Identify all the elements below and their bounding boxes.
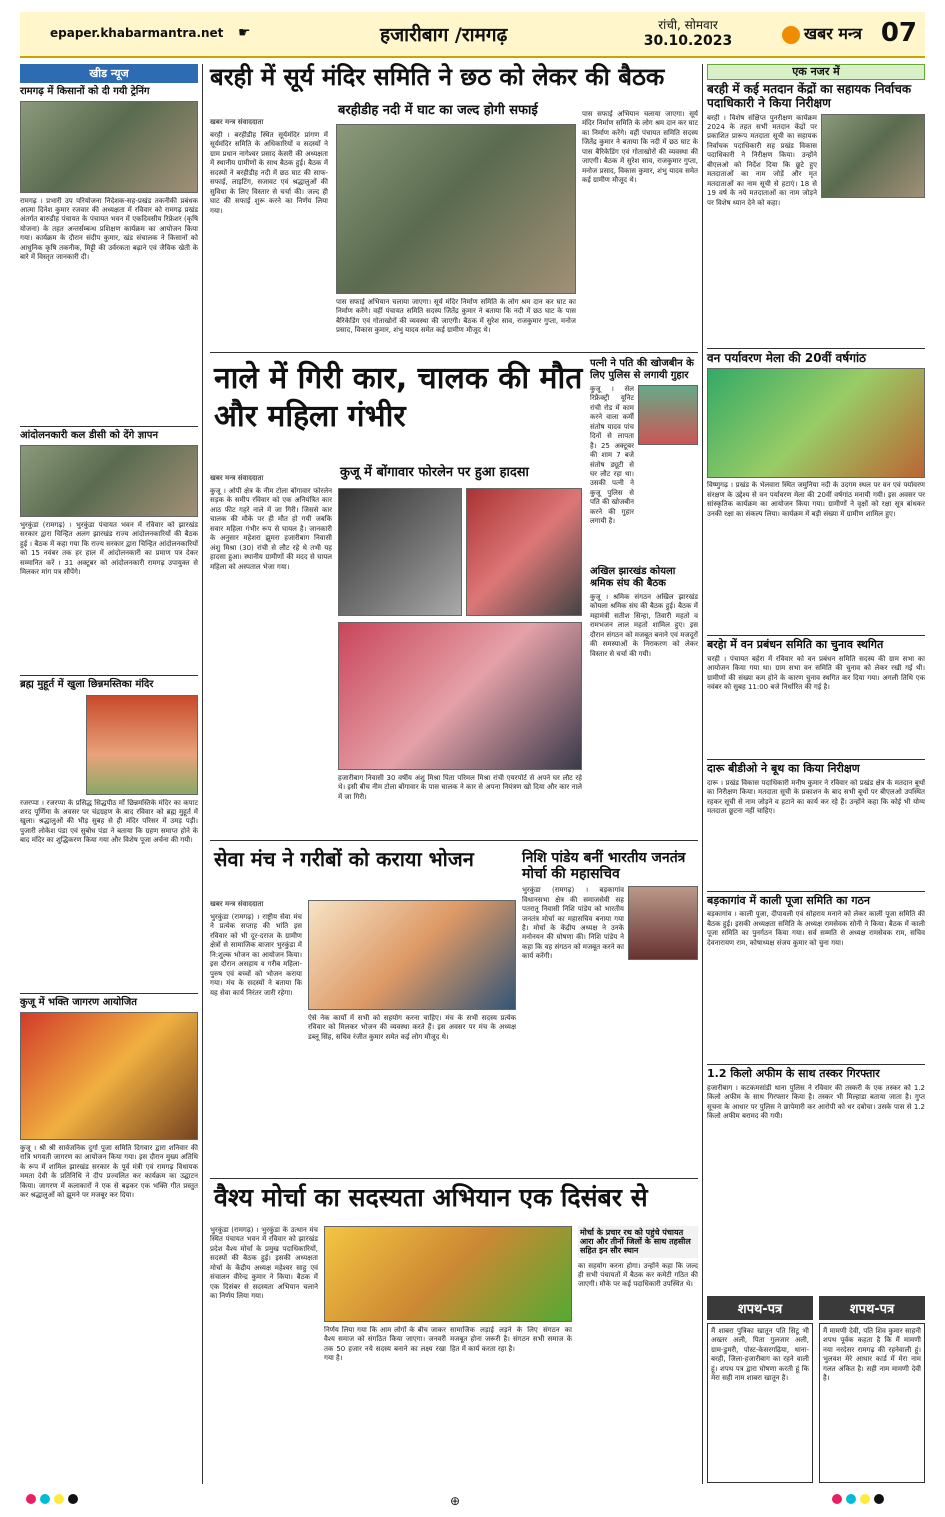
byline: खबर मन्त्र संवाददाता [210, 118, 264, 126]
vaishya-headline-box [214, 1184, 698, 1213]
jagran-photo [20, 1012, 198, 1140]
story-body: कुजू । सेल रिफ्रैक्ट्री यूनिट रांची रोड में काम करने वाला कर्मी संतोष यादव पांच दिनों से लापता है। 25 अक्टूबर की शाम 7 बजे संतोष ड्यूटी से घर लौट रहा था। उसकी पत्नी ने कुजू पुलिस से पति की खोजबीन करने की गुहार लगायी है। [590, 385, 634, 525]
accident-headline: नाले में गिरी कार, चालक की मौत और महिला गंभीर [214, 361, 583, 434]
magenta-dot-icon [26, 1494, 36, 1504]
story-body: बरही । विशेष संक्षिप्त पुनरीक्षण कार्यक्रम 2024 के तहत सभी मतदान केंद्रों पर प्रकाशित प्रारूप मतदाता सूची का सहायक निर्वाचक पदाधिकारी सह प्रखंड विकास पदाधिकारी ने निरीक्षण किया। उन्होंने बीएलओ को निर्देश दिया कि छूटे हुए मतदाताओं का नाम जोड़ें और मृत मतदाताओं का नाम सूची से हटाएं। 18 से 19 वर्ष के नये मतदाताओं का नाम जोड़ने पर विशेष ध्यान देने को कहा। [707, 113, 817, 207]
bhojan-text-col [210, 900, 302, 1183]
pointer-hand-icon: ☛ [238, 25, 251, 41]
column-rule [702, 64, 703, 1484]
section-rule [210, 840, 698, 841]
photo-caption: मोर्चा के प्रचार रथ को पहुंचे पंचायत आरा और तीनों जिलों के साथ तहसील सहित इन सौर स्थान [578, 1226, 698, 1258]
farmer-training-photo [20, 101, 198, 193]
black-dot-icon [68, 1494, 78, 1504]
left-column [20, 64, 198, 1384]
story-body: पास सफाई अभियान चलाया जाएगा। सूर्य मंदिर निर्माण समिति के लोग श्रम दान कर घाट का निर्माण करेंगे। वहीं पंचायत समिति सदस्य जितेंद्र कुमार ने बताया कि नदी में छठ घाट के पास बैरिकेडिंग एवं गोताखोरों की व्यवस्था की जाएगी। बैठक में सुरेश साव, राजकुमार गुप्ता, मनोज प्रसाद, विकास कुमार, शंभु यादव समेत कई ग्रामीण मौजूद थे। [582, 110, 698, 185]
edition-date-block [638, 16, 738, 49]
story-headline: आंदोलनकारी कल डीसी को देंगे ज्ञापन [20, 426, 198, 442]
story-headline: 1.2 किलो अफीम के साथ तस्कर गिरफ्तार [707, 1064, 925, 1081]
vaishya-headline: वैश्य मोर्चा का सदस्यता अभियान एक दिसंबर से [214, 1183, 648, 1212]
affidavit-title: शपथ-पत्र [707, 1296, 813, 1320]
masthead [20, 12, 925, 58]
story-body: भुरकुंडा (रामगढ़) । बड़कागांव विधानसभा क्षेत्र की समाजसेवी सह पतरातू निवासी निशि पांडेय को भारतीय जनतंत्र मोर्चा का महासचिव बनाया गया है। मोर्चा के केंद्रीय अध्यक्ष ने उनके मनोनयन की घोषणा की। निशि पांडेय ने कहा कि वह संगठन को मजबूत करने का कार्य करेंगी। [522, 886, 624, 961]
lead-text-col [210, 118, 328, 361]
injured-driver-photo [466, 488, 582, 616]
brand-logo [782, 22, 862, 44]
section-tag: एक नजर में [707, 64, 925, 80]
vaishya-meeting-photo [324, 1226, 572, 1322]
missing-story [590, 358, 698, 525]
story-body: कुजू । श्री श्री सार्वजनिक दुर्गा पूजा समिति दिगवार द्वारा शनिवार की रात्रि भगवती जागरण का आयोजन किया गया। इस दौरान मुख्य अतिथि के रूप में शामिल झारखंड सरकार के पूर्व मंत्री एवं रामगढ़ विधायक ममता देवी के प्रतिनिधि ने दीप प्रज्वलित कर कार्यक्रम का उद्घाटन किया। जागरण में कलाकारों ने एक से बढ़कर एक भक्ति गीत प्रस्तुत कर श्रद्धालुओं को झूमने पर मजबूर कर दिया। [20, 1144, 198, 1200]
affidavit-text: मैं मामणी देवी, पति शिव कुमार साहनी शपथ पूर्वक कहता है कि मैं मामणी नया नरदेसर रामगढ़ की रहनेवाली हूं। भुलवश मेरे आधार कार्ड में मेरा नाम गलत अंकित है। सही नाम मामणी देवी है। [819, 1323, 925, 1483]
story-body: का सहयोग करना होगा। उन्होंने कहा कि जल्द ही सभी पंचायतों में बैठक कर कमेटी गठित की जाएगी। मौके पर कई पदाधिकारी उपस्थित थे। [578, 1261, 698, 1289]
story-body: ऐसे नेक कार्यों में सभी को सहयोग करना चाहिए। मंच के सभी सदस्य प्रत्येक रविवार को मिलकर भोजन की व्यवस्था करते हैं। इस अवसर पर मंच के अध्यक्ष डब्लू सिंह, सचिव रंजीत कुमार समेत कई लोग मौजूद थे। [308, 1014, 516, 1041]
story-body: बरही । बरहीडीह स्थित सूर्यमंदिर प्रांगण में सूर्यमंदिर समिति के अधिकारियों व सदस्यों ने ग्राम प्रधान नागेश्वर प्रसाद केसरी की अध्यक्षता में स्थानीय ग्रामीणों के साथ बैठक हुई। बैठक में सदस्यों ने बरहीडीह नदी में छठ घाट की साफ-सफाई, लाइटिंग, सजावट एवं श्रद्धालुओं की सुविधा के लिए विस्तार से चर्चा की। जल्द ही घाट की सफाई शुरू करने का निर्णय लिया गया। [210, 131, 328, 215]
bhojan-photo [308, 900, 516, 1010]
yellow-dot-icon [860, 1494, 870, 1504]
lead-headline: बरही में सूर्य मंदिर समिति ने छठ को लेकर की बैठक [210, 63, 665, 91]
story-body: हजारीबाग । कटकमसांडी थाना पुलिस ने रविवार की तस्करी के एक तस्कर को 1.2 किलो अफीम के साथ गिरफ्तार किया है। तस्कर भी मिल्हाडा बताया जाता है। गुप्त सूचना के आधार पर पुलिस ने छापेमारी कर आरोपी को धर दबोचा। उसके पास से 1.2 किलो अफीम बरामद की गयी। [707, 1083, 925, 1121]
nishi-pandey-photo [628, 886, 698, 960]
yellow-dot-icon [54, 1494, 64, 1504]
byline: खबर मन्त्र संवाददाता [210, 900, 264, 908]
column-rule [202, 64, 203, 1484]
brand-logo-text: खबर मन्त्र [804, 24, 862, 43]
story-body: रामगढ़ । प्रभारी उप परियोजना निदेशक-सह-प्रखंड तकनीकी प्रबंधक आत्मा दिनेश कुमार रजवार की अध्यक्षता में रविवार को रामगढ़ प्रखंड अंतर्गत बारुडीह पंचायत के पंचायत भवन में एकदिवसीय रिफ्रेशर (कृषि योजना) के तहत अन्तर्सम्बन्ध प्रशिक्षण कार्यक्रम का आयोजन किया गया। कार्यक्रम के दौरान संदीप कुमार, खंड संचालक ने किसानों को आधुनिक कृषि तकनीक, मिट्टी की उर्वरकता बढ़ाने एवं जैविक खेती के बारे में विस्तृत जानकारी दी। [20, 196, 198, 262]
union-story [590, 566, 698, 793]
logo-ball-icon [782, 26, 800, 44]
section-rule [210, 1178, 698, 1179]
registration-marks [20, 1492, 925, 1506]
story-headline: वन पर्यावरण मेला की 20वीं वर्षगांठ [707, 348, 925, 366]
section-band: खीड न्यूज [20, 64, 198, 83]
affidavit-title: शपथ-पत्र [819, 1296, 925, 1320]
booth-inspection-photo [821, 114, 925, 198]
page-number: 07 [880, 18, 917, 48]
accident-text-col [210, 474, 332, 837]
edition-date: 30.10.2023 [643, 33, 733, 49]
vaishya-text-col [210, 1226, 318, 1482]
crashed-car-photo [338, 488, 462, 616]
affidavit-text: मैं शाबरा पुत्रिका खातून पति सिटू भी अख्तर अली, पिता गुलजार अली, ग्राम-डुमरी, पोस्ट-केसरगढ़िया, थाना-बरही, जिला-हजारीबाग का रहने वाली हूं। शपथ पत्र द्वारा घोषणा करती हूं कि मेरा सही नाम शाबरा खातून है। [707, 1323, 813, 1483]
missing-man-photo [638, 385, 698, 445]
site-url[interactable]: epaper.khabarmantra.net [50, 26, 224, 40]
bhojan-headline-box [214, 848, 514, 871]
story-body: निर्णय लिया गया कि आम लोगों के बीच जाकर वैश्य समाज को संगठित किया जाएगा। जनवरी तक 50 हजार नये सदस्य बनाने का लक्ष्य रखा गया है। [324, 1326, 446, 1363]
story-body: दारू । प्रखंड विकास पदाधिकारी मनीष कुमार ने रविवार को प्रखंड क्षेत्र के मतदान बूथों का निरीक्षण किया। मतदाता सूची के प्रकाशन के बाद सभी बूथों पर बीएलओ उपस्थित रहकर सूची से नाम जोड़ने व हटाने का कार्य कर रहे हैं। उन्होंने कहा कि कोई भी योग्य मतदाता छूटना नहीं चाहिए। [707, 778, 925, 815]
accident-subhead-box [340, 466, 580, 481]
right-column [707, 64, 925, 1184]
story-headline: अखिल झारखंड कोयला श्रमिक संघ की बैठक [590, 566, 676, 589]
story-body: चरही । पंचायत बहेरा में रविवार को वन प्रबंधन समिति सदस्य की ग्राम सभा का आयोजन किया गया था। ग्राम सभा वन समिति की चुनाव को लेकर रखी गई थी। ग्रामीणों की संख्या कम होने के कारण चुनाव स्थगित कर दिया गया। अगली तिथि एक नवंबर को सुबह 11:00 बजे निर्धारित की गई है। [707, 655, 925, 692]
affidavit-box-1 [707, 1296, 813, 1483]
edition-city: हजारीबाग /रामगढ़ [380, 24, 508, 46]
chhath-meeting-photo [336, 124, 576, 294]
story-body: सामाजिक लड़ाई लड़ने के लिए संगठन का मजबूत होना जरूरी है। संगठन सभी समाज के हित में कार्य करता रहा है। [450, 1326, 572, 1353]
story-headline: निशि पांडेय बनीं भारतीय जनतंत्र मोर्चा की महासचिव [522, 850, 686, 883]
story-headline: बरही में कई मतदान केंद्रों का सहायक निर्वाचक पदाधिकारी ने किया निरीक्षण [707, 82, 912, 110]
center-column [210, 64, 698, 92]
story-body: बड़कागांव । काली पूजा, दीपावली एवं सोहराय मनाने को लेकर काली पूजा समिति की बैठक हुई। इसकी अध्यक्षता समिति के अध्यक्ष रामसेवक सोनी ने किया। बैठक में काली पूजा समिति का पुनर्गठन किया गया। सर्व सम्मति से अध्यक्ष रामसेवक राम, सचिव देवनारायण राम, कोषाध्यक्ष संजय कुमार को चुना गया। [707, 910, 925, 947]
story-headline: ब्रह्म मुहूर्त में खुला छिन्नमस्तिका मंदिर [20, 675, 198, 691]
story-body: भुरकुंडा (रामगढ़) । भुरकुंडा पंचायत भवन में रविवार को झारखंड सरकार द्वारा चिन्हित अलग झारखंड राज्य आंदोलनकारियों की बैठक हुई । बैठक में कहा गया कि राज्य सरकार द्वारा चिन्हित आंदोलनकारियों को 15 नवंबर तक हर हाल में आंदोलनकारी का प्रमाण पत्र देकर सम्मानित करें । 31 अक्टूबर को आंदोलनकारी रामगढ़ उपायुक्त से मिलकर मांग पत्र सौंपेंगे। [20, 521, 198, 577]
story-body: कुजू । ओपी क्षेत्र के नीम टोला बोंगावार फोरलेन सड़क के समीप रविवार को एक अनियंत्रित कार आठ फीट गहरे नाले में जा गिरी। जिससे कार चालक की मौके पर ही मौत हो गयी जबकि सवार महिला गंभीर रूप से घायल है। जानकारी के अनुसार महेशरा झुमरा हजारीबाग निवासी अंशु मिश्रा (30) रांची से लौट रहे थे तभी यह हादसा हुआ। स्थानीय ग्रामीणों की मदद से घायल महिला को अस्पताल भेजा गया। [210, 487, 332, 571]
magenta-dot-icon [832, 1494, 842, 1504]
story-headline: पत्नी ने पति की खोजबीन के लिए पुलिस से लगायी गुहार [590, 358, 694, 381]
vaishya-side [578, 1226, 698, 1482]
story-body: कुजू । श्रमिक संगठन अखिल झारखंड कोयला श्रमिक संघ की बैठक हुई। बैठक में महामंत्री सतीश सिन्हा, तिवारी महतो व रामभजन लाल महतो शामिल हुए। इस दौरान संगठन को मजबूत बनाने एवं मजदूरों की समस्याओं के निराकरण को लेकर विस्तार से चर्चा की गयी। [590, 593, 698, 658]
story-body: पास सफाई अभियान चलाया जाएगा। सूर्य मंदिर निर्माण समिति के लोग श्रम दान कर घाट का निर्माण करेंगे। वहीं पंचायत समिति सदस्य जितेंद्र कुमार ने बताया कि नदी में छठ घाट के पास बैरिकेडिंग एवं गोताखोरों की व्यवस्था की जाएगी। बैठक में सुरेश साव, राजकुमार गुप्ता, मनोज प्रसाद, विकास कुमार, शंभु यादव समेत कई ग्रामीण मौजूद थे। [336, 298, 576, 335]
injured-woman-photo [338, 622, 582, 770]
story-body: विष्णुगढ़ । प्रखंड के भेलवारा स्थित जमुनिया नदी के उदगम स्थल पर वन एवं पर्यावरण संरक्षण के उद्देश्य से वन पर्यावरण मेला की 20वीं वर्षगांठ मनायी गयी। इस अवसर पर सांस्कृतिक कार्यक्रम का आयोजन किया गया। ग्रामीणों ने वृक्षों को रक्षा सूत्र बांधकर उनकी रक्षा का संकल्प लिया। कार्यक्रम में बड़ी संख्या में ग्रामीण शामिल हुए। [707, 481, 925, 518]
place-day: रांची, सोमवार [658, 18, 718, 32]
story-headline: बड़कागांव में काली पूजा समिति का गठन [707, 891, 925, 908]
story-headline: दारू बीडीओ ने बूथ का किया निरीक्षण [707, 759, 925, 776]
nishi-story [522, 850, 698, 1156]
story-headline: बरहेा में वन प्रबंधन समिति का चुनाव स्थगित [707, 635, 925, 652]
section-rule [210, 352, 698, 353]
lead-subhead: बरहीडीह नदी में घाट का जल्द होगी सफाई [338, 103, 538, 118]
story-body: हजारीबाग निवासी 30 वर्षीय अंशु मिश्रा पिता परिमल मिश्रा रांची एयरपोर्ट से अपने घर लौट रहे थे। इसी बीच नीम टोला बोंगावार के पास चालक ने कार से अपना नियंत्रण खो दिया और कार नाले में जा गिरी। [338, 774, 582, 801]
byline: खबर मन्त्र संवाददाता [210, 474, 264, 482]
crosshair-icon: ⊕ [450, 1494, 461, 1508]
story-body: रजरप्पा । रजरप्पा के प्रसिद्ध सिद्धपीठ माँ छिन्नमस्तिके मंदिर का कपाट शरद पूर्णिमा के अवसर पर चंद्रग्रहण के बाद रविवार को ब्रह्म मुहूर्त में खुला। श्रद्धालुओं की भीड़ सुबह से ही मंदिर परिसर में उमड़ पड़ी। पुजारी लोकेश पंडा एवं सुबोध पंडा ने बताया कि ग्रहण समाप्त होने के बाद मंदिर का शुद्धिकरण किया गया और विशेष पूजा अर्चना की गयी। [20, 798, 198, 845]
temple-story-block [20, 695, 198, 795]
accident-headline-box [214, 360, 584, 435]
story-headline: रामगढ़ में किसानों को दी गयी ट्रेनिंग [20, 86, 150, 97]
story-headline: कुजू में भक्ति जागरण आयोजित [20, 993, 198, 1009]
andolankari-meeting-photo [20, 445, 198, 517]
cyan-dot-icon [846, 1494, 856, 1504]
affidavit-box-2 [819, 1296, 925, 1483]
story-body: भुरकुंडा (रामगढ़) । भुरकुंडा के उत्थान मंच स्थित पंचायत भवन में रविवार को झारखंड प्रदेश वैश्य मोर्चा के प्रमुख पदाधिकारियों, सदस्यों की बैठक हुई। इसकी अध्यक्षता मोर्चा के केंद्रीय अध्यक्ष महेश्वर साहु एवं संचालन वीरेन्द्र कुमार ने किया। बैठक में एक दिसंबर से सदस्यता अभियान चलाने का निर्णय लिया गया। [210, 1226, 318, 1301]
temple-photo [86, 695, 198, 795]
bhojan-headline: सेवा मंच ने गरीबों को कराया भोजन [214, 847, 474, 871]
black-dot-icon [874, 1494, 884, 1504]
story-body: भुरकुंडा (रामगढ़) । राष्ट्रीय सेवा मंच ने प्रत्येक सप्ताह की भांति इस रविवार को भी दूर-दराज के ग्रामीण क्षेत्रों से सामाजिक बाजार भुरकुंडा में नि:शुल्क भोजन का आयोजन किया। इस दौरान असहाय व गरीब महिला-पुरुष एवं बच्चों को भोजन कराया गया। मंच के सदस्यों ने बताया कि यह सेवा कार्य निरंतर जारी रहेगा। [210, 913, 302, 997]
accident-subhead: कुजू में बोंगावार फोरलेन पर हुआ हादसा [340, 465, 529, 480]
cyan-dot-icon [40, 1494, 50, 1504]
van-mela-photo [707, 368, 925, 478]
lead-subhead-box [338, 104, 578, 119]
